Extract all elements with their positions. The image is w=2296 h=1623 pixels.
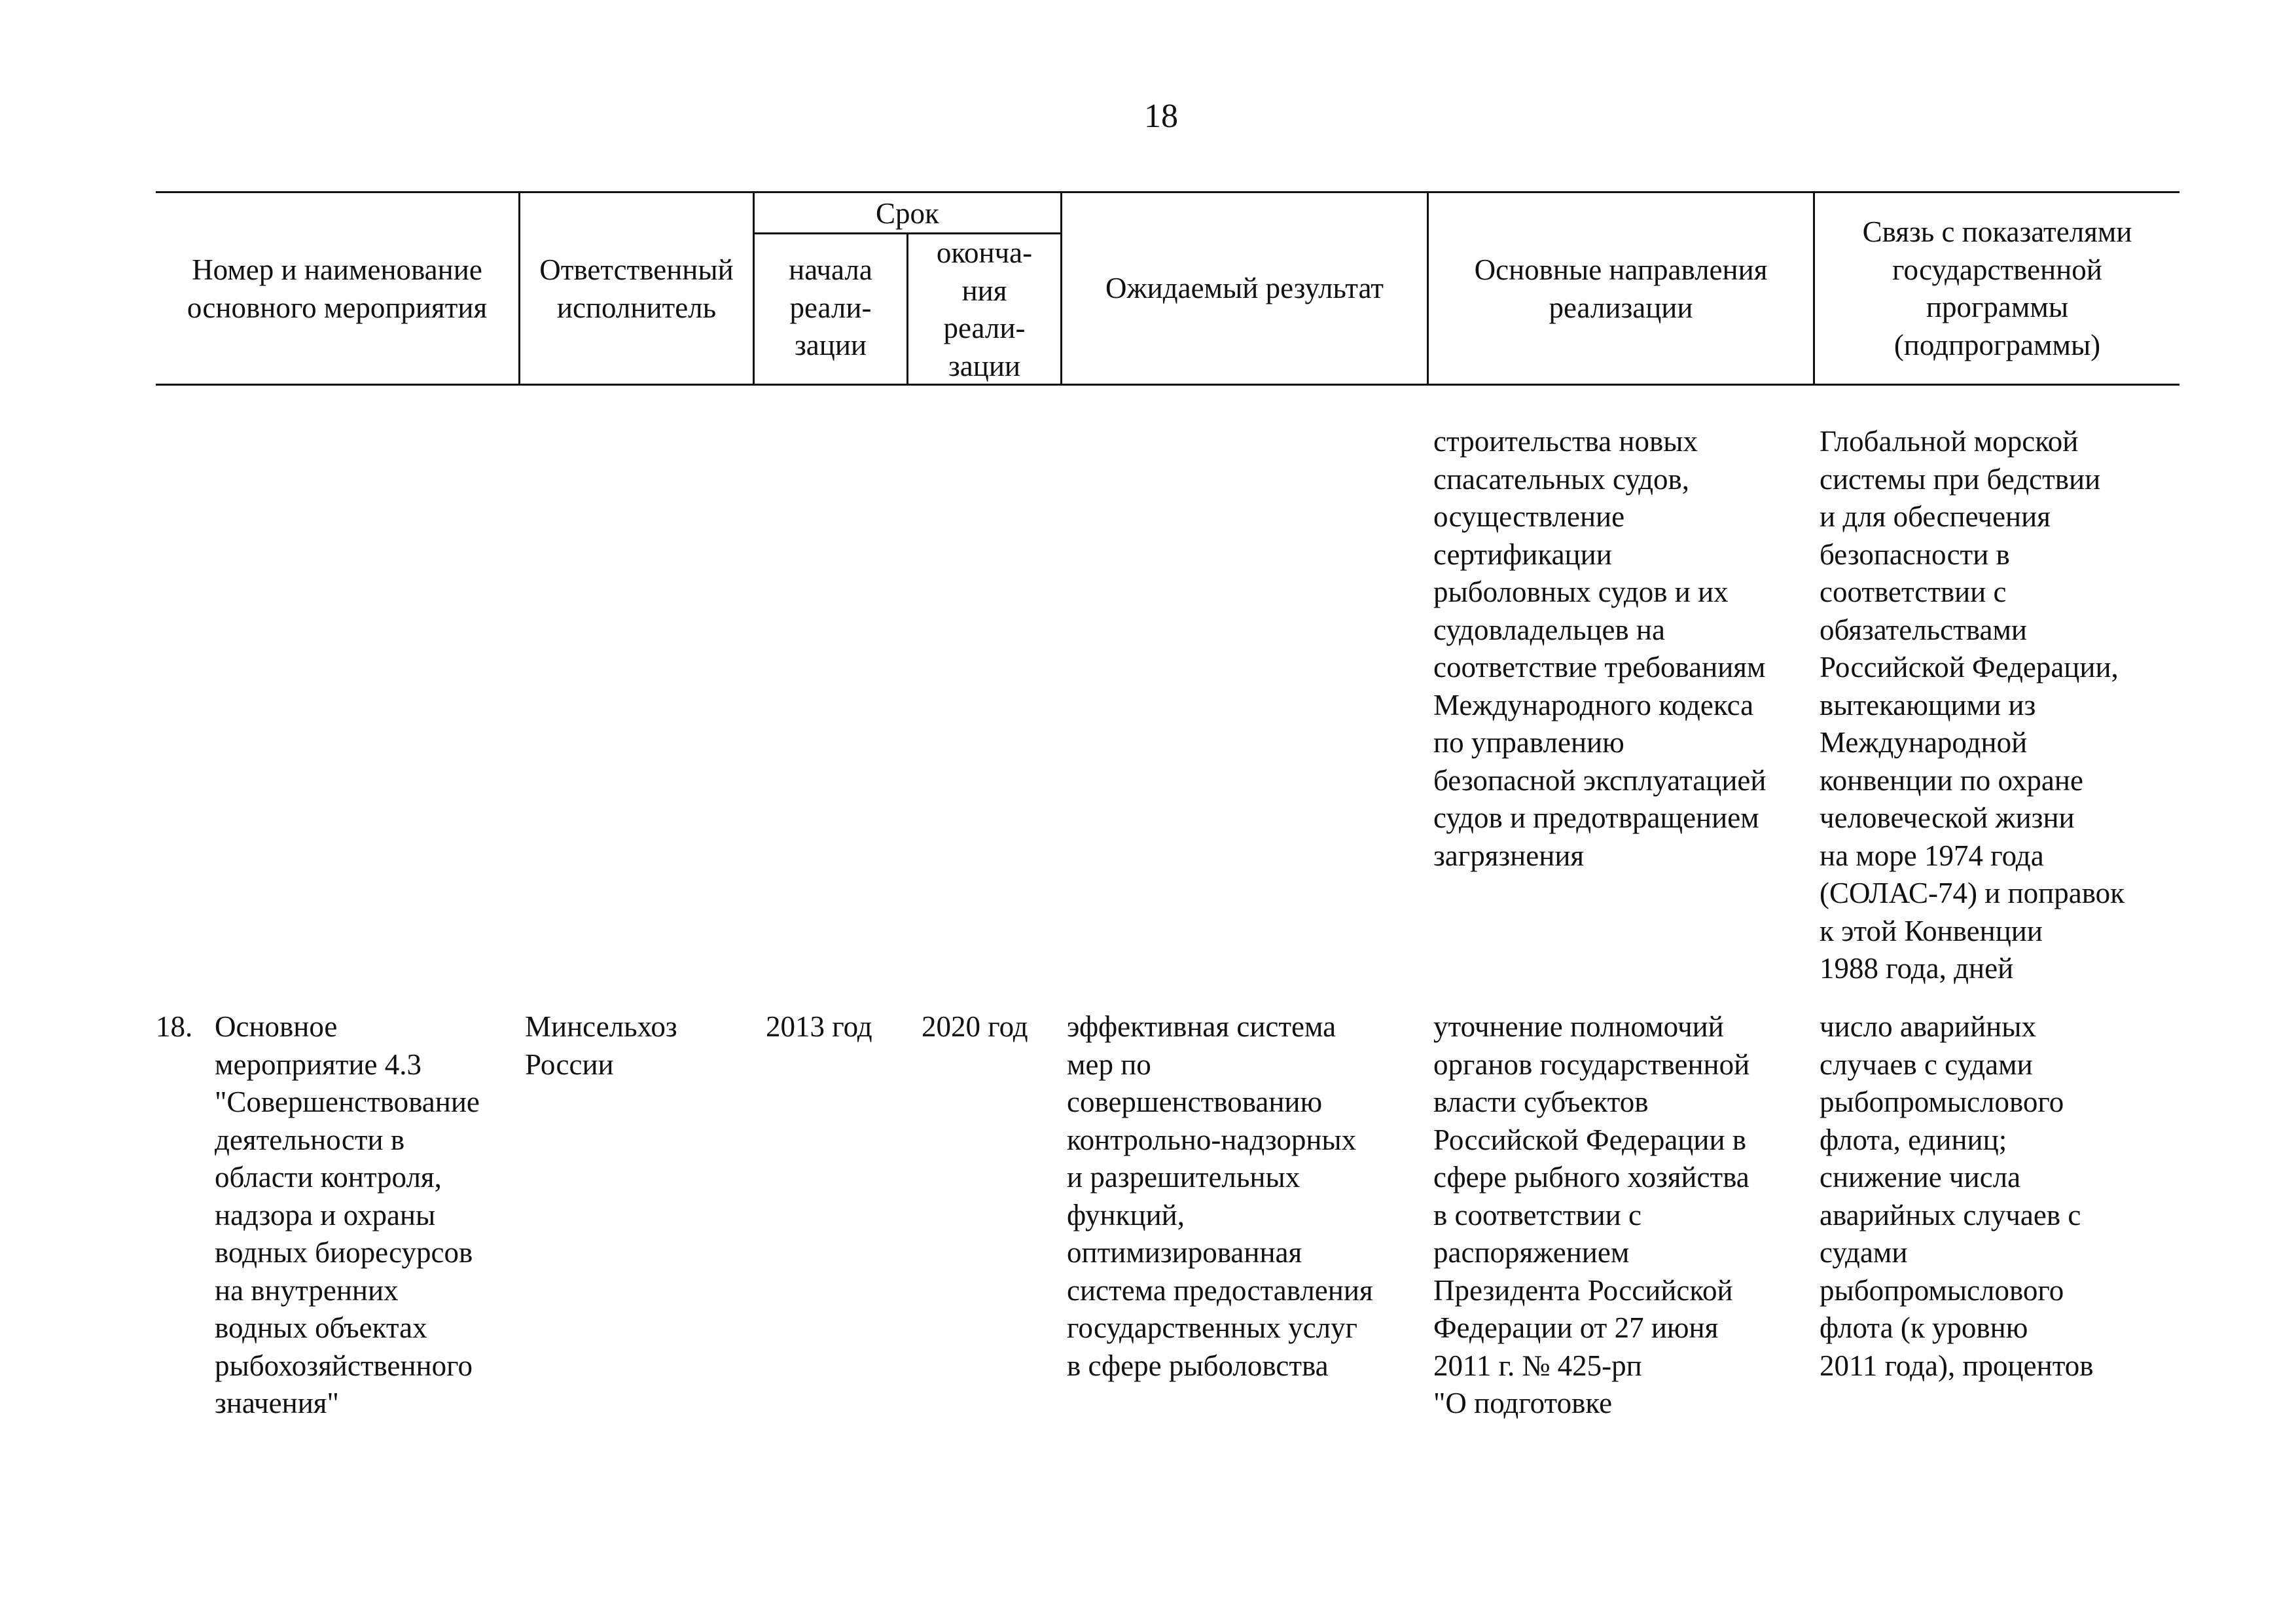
expected-result: эффективная система мер по совершенствованию контрольно-надзорных и разрешительных функций, оптимизированная система предоставления государственных услуг в сфере рыболовства: [1067, 1010, 1373, 1382]
header-expected-result: Ожидаемый результат: [1105, 272, 1384, 304]
event-name: Основное мероприятие 4.3 "Совершенствование деятельности в области контроля, надзора и охраны водных биоресурсов на внутренних водных объектах рыбохозяйственного значения": [215, 1010, 480, 1419]
continuation-directions: строительства новых спасательных судов, осуществление сертификации рыболовных судов и их судовладельцев на соответствие требованиям Международного кодекса по управлению безопасной эксплуатацией судов и предотвращением загрязнения: [1433, 425, 1767, 872]
continuation-indicators: Глобальной морской системы при бедствии и для обеспечения безопасности в соответствии с обязательствами Российской Федерации, вытекающими из Международной конвенции по охране человеческой жизни на море 1974 года (СОЛАС-74) и поправок к этой Конвенции 1988 года, дней: [1820, 425, 2125, 985]
end-year: 2020 год: [922, 1010, 1028, 1043]
header-srok: Срок: [876, 197, 939, 230]
header-executor: Ответственный исполнитель: [539, 253, 734, 324]
table-top-rule: [156, 191, 2179, 193]
header-indicators: Связь с показателями государственной программы (подпрограммы): [1862, 215, 2132, 361]
start-year: 2013 год: [766, 1010, 872, 1043]
main-directions: уточнение полномочий органов государственной власти субъектов Российской Федерации в сфере рыбного хозяйства в соответствии с распоряжением Президента Российской Федерации от 27 июня 2011 г. № 425-рп "О подготовке: [1433, 1010, 1750, 1419]
header-directions: Основные направления реализации: [1474, 253, 1768, 324]
responsible-executor: Минсельхоз России: [525, 1010, 677, 1081]
header-start: начала реали- зации: [789, 253, 872, 361]
header-end: оконча- ния реали- зации: [936, 236, 1033, 382]
row-number: 18.: [156, 1010, 193, 1043]
page-number: 18: [1144, 98, 1178, 135]
header-event-name: Номер и наименование основного мероприятия: [187, 253, 488, 324]
program-indicators: число аварийных случаев с судами рыбопромыслового флота, единиц; снижение числа аварийных случаев с судами рыбопромыслового флота (к уровню 2011 года), процентов: [1820, 1010, 2094, 1382]
header-bottom-rule: [156, 384, 2179, 386]
